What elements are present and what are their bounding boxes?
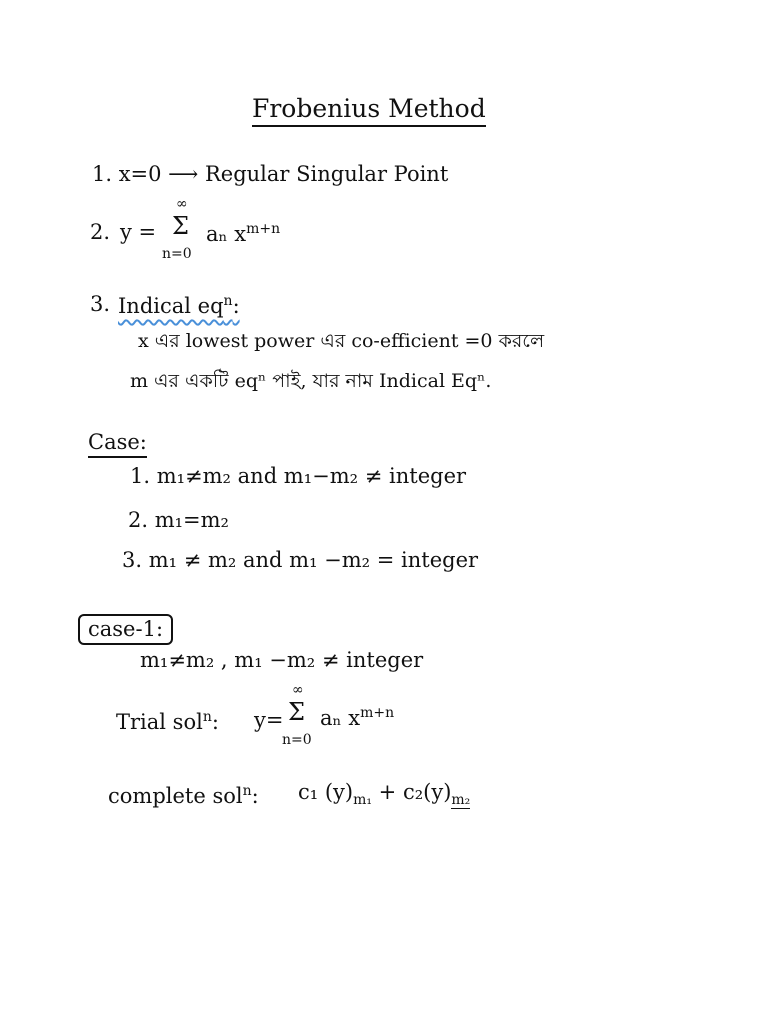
series-term-base: aₙ x (206, 222, 247, 246)
complete-term-2-sub: m₂ (451, 792, 471, 809)
summation-2-upper: ∞ (292, 682, 304, 698)
item-2-number: 2. (90, 220, 111, 244)
summation-sigma: Σ (172, 212, 189, 240)
summation-2-lower: n=0 (282, 732, 312, 748)
indicial-heading-text: Indical eq (118, 294, 224, 318)
trial-solution-colon: : (211, 710, 219, 734)
series-exponent: m+n (246, 221, 281, 237)
complete-solution-label (108, 784, 259, 807)
indicial-heading-colon: : (232, 294, 240, 318)
case-3-condition: 3. m₁ ≠ m₂ and m₁ −m₂ = integer (122, 548, 479, 572)
case-1-detail-condition: m₁≠m₂ , m₁ −m₂ ≠ integer (140, 648, 424, 672)
case-2-condition: 2. m₁=m₂ (128, 508, 229, 532)
complete-term-1: c₁ (y) (298, 780, 354, 804)
summation-lower: n=0 (162, 246, 192, 262)
complete-plus: + (372, 780, 403, 804)
complete-solution-sup: n (242, 783, 252, 799)
trial-series-term (320, 706, 394, 729)
case-1-label: case-1: (78, 614, 173, 645)
page-title: Frobenius Method (252, 96, 486, 127)
indicial-heading (118, 294, 240, 317)
trial-lhs: y= (254, 708, 284, 732)
item-3-number: 3. (90, 292, 111, 316)
complete-solution-colon: : (251, 784, 259, 808)
series-term (206, 222, 280, 245)
item-regular-singular-point: 1. x=0 ⟶ Regular Singular Point (92, 162, 449, 186)
item-2-lhs: y = (120, 220, 157, 244)
indicial-description-line-1: x এর lowest power এর co-efficient =0 করলে (138, 330, 545, 352)
case-1-condition: 1. m₁≠m₂ and m₁−m₂ ≠ integer (130, 464, 467, 488)
cases-heading: Case: (88, 432, 147, 458)
indicial-heading-sup: n (223, 293, 233, 309)
trial-solution-label (116, 710, 219, 733)
complete-solution-expression (298, 782, 470, 807)
summation-upper: ∞ (176, 196, 188, 212)
complete-solution-text: complete sol (108, 784, 243, 808)
summation-1 (162, 196, 200, 266)
summation-2-sigma: Σ (288, 698, 305, 726)
indicial-description-line-2: m এর একটি eqⁿ পাই, যার নাম Indical Eqⁿ. (130, 370, 492, 392)
trial-series-base: aₙ x (320, 706, 361, 730)
summation-2 (282, 682, 316, 752)
complete-term-2: c₂(y) (402, 780, 452, 804)
trial-solution-sup: n (202, 709, 212, 725)
trial-solution-text: Trial sol (116, 710, 203, 734)
complete-term-1-sub: m₁ (353, 792, 372, 809)
trial-series-exponent: m+n (360, 705, 395, 721)
